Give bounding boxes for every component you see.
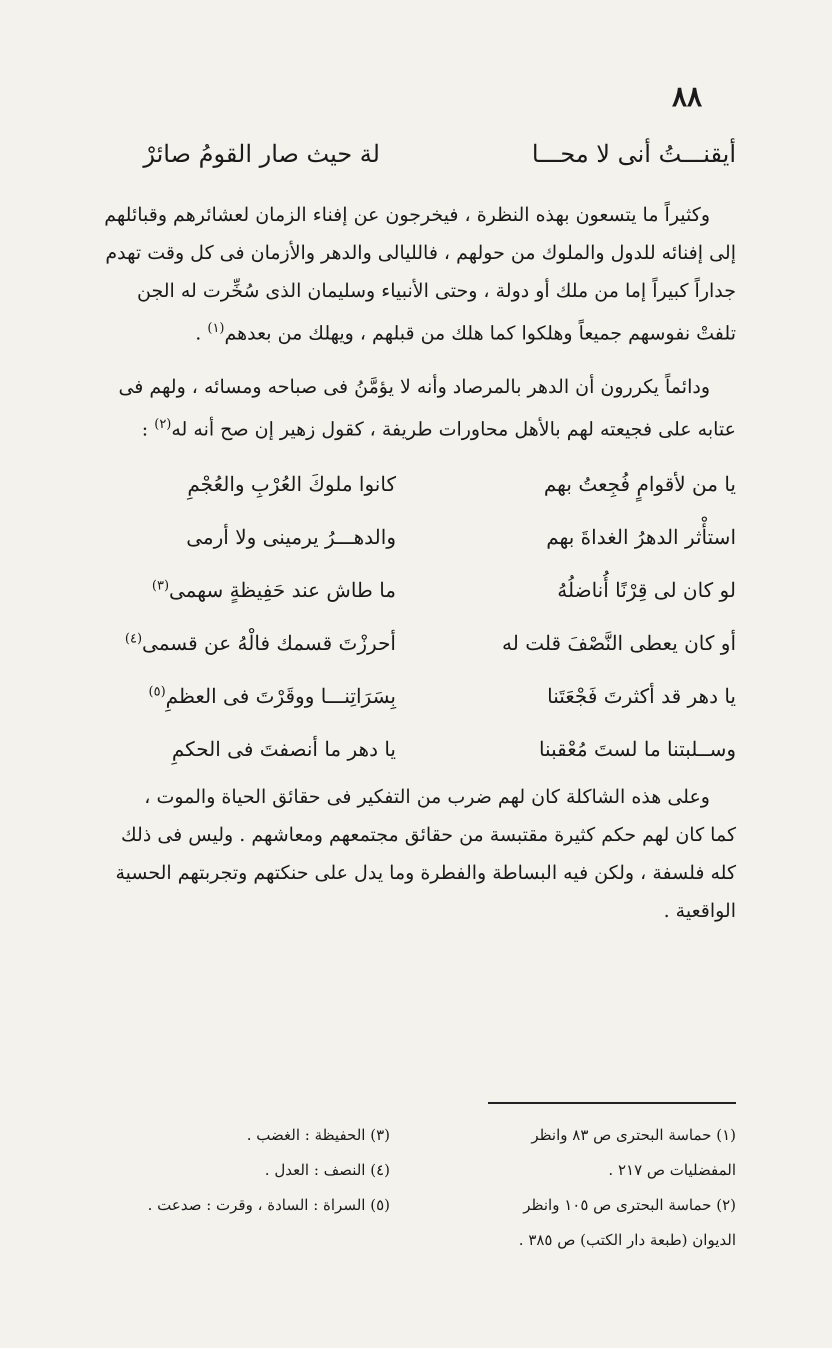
footnotes-left-column xyxy=(60,1118,390,1223)
footnote-line: (٢) حماسة البحترى ص ١٠٥ وانظر xyxy=(523,1196,736,1214)
poem-second-hemistich: والدهـــرُ يرمينى ولا أرمى xyxy=(186,525,396,549)
poem-first-hemistich: وســلبتنا ما لستَ مُعْقبنا xyxy=(538,737,736,761)
paragraph-1-line: إلى إفنائه للدول والملوك من حولهم ، فالليالى والدهر والأزمان فى كل وقت تهدم xyxy=(105,242,736,264)
poem-first-hemistich: لو كان لى قِرْنًا أُناضلُهُ xyxy=(557,578,736,602)
paragraph-3-line: الواقعية . xyxy=(663,900,736,922)
paragraph-1-line: جداراً كبيراً إما من ملك أو دولة ، وحتى الأنبياء وسليمان الذى سُخِّرت له الجن xyxy=(136,280,736,302)
footnotes-right-column xyxy=(420,1118,736,1258)
poem-verse xyxy=(60,674,736,727)
paragraph-3-line: وعلى هذه الشاكلة كان لهم ضرب من التفكير فى حقائق الحياة والموت ، xyxy=(144,786,710,808)
paragraph-3-line: كله فلسفة ، ولكن فيه البساطة والفطرة وما يدل على حنكتهم وتجربتهم الحسية xyxy=(115,862,736,884)
poem xyxy=(60,462,736,780)
poem-verse xyxy=(60,462,736,515)
poem-second-hemistich xyxy=(149,684,396,708)
sentence-end: . xyxy=(195,322,208,345)
footnote-ref-3: (٣) xyxy=(151,578,170,594)
footnote-line: (٥) السراة : السادة ، وقرت : صدعت . xyxy=(147,1196,390,1214)
paragraph-3 xyxy=(60,778,736,930)
paragraph-2-line: ودائماً يكررون أن الدهر بالمرصاد وأنه لا يؤمَّنُ فى صباحه ومسائه ، ولهم فى xyxy=(118,376,710,398)
paragraph-2 xyxy=(60,368,736,448)
poem-second-hemistich xyxy=(125,631,396,655)
colon: : xyxy=(141,418,155,441)
poem-second-hemistich xyxy=(152,578,396,602)
poem-first-hemistich: أو كان يعطى النَّصْفَ قلت له xyxy=(502,631,736,655)
hemistich-text: بِسَرَاتِنـــا ووقَرْتَ فى العظمِ xyxy=(165,684,396,708)
paragraph-1 xyxy=(60,196,736,352)
opening-verse xyxy=(60,140,736,180)
page-number: ٨٨ xyxy=(672,80,703,113)
poem-second-hemistich: يا دهر ما أنصفتَ فى الحكمِ xyxy=(171,737,396,761)
footnote-divider xyxy=(488,1102,736,1104)
paragraph-1-line: تلفتْ نفوسهم جميعاً وهلكوا كما هلك من قبلهم ، ويهلك من بعدهم xyxy=(224,322,736,345)
footnote-ref-2: (٢) xyxy=(154,417,172,432)
footnote-line: المفضليات ص ٢١٧ . xyxy=(608,1161,736,1179)
opening-verse-second-half: لة حيث صار القومُ صائرْ xyxy=(143,140,380,168)
hemistich-text: أحرزْتَ قسمك فالْهُ عن قسمى xyxy=(142,631,396,655)
poem-first-hemistich: يا دهر قد أكثرتَ فَجْعَتَنا xyxy=(547,684,736,708)
paragraph-1-line: وكثيراً ما يتسعون بهذه النظرة ، فيخرجون عن إفناء الزمان لعشائرهم وقبائلهم xyxy=(104,204,710,226)
poem-verse xyxy=(60,568,736,621)
hemistich-text: ما طاش عند حَفِيظةٍ سهمى xyxy=(169,578,396,602)
footnote-ref-5: (٥) xyxy=(148,684,166,700)
footnote-line: (٣) الحفيظة : الغضب . xyxy=(246,1126,390,1144)
footnote-line: (١) حماسة البحترى ص ٨٣ وانظر xyxy=(531,1126,736,1144)
paragraph-2-line: عتابه على فجيعته لهم بالأهل محاورات طريفة ، كقول زهير إن صح أنه له xyxy=(171,418,736,441)
poem-first-hemistich: يا من لأقوامٍ فُجِعتُ بهم xyxy=(543,472,736,496)
footnote-ref-1: (١) xyxy=(207,321,225,336)
poem-verse xyxy=(60,621,736,674)
poem-first-hemistich: استأْثر الدهرُ الغداةَ بهم xyxy=(546,525,736,549)
poem-second-hemistich: كانوا ملوكَ العُرْبِ والعُجْمِ xyxy=(187,472,396,496)
footnote-line: الديوان (طبعة دار الكتب) ص ٣٨٥ . xyxy=(518,1231,736,1249)
paragraph-3-line: كما كان لهم حكم كثيرة مقتبسة من حقائق مجتمعهم ومعاشهم . وليس فى ذلك xyxy=(121,824,736,846)
opening-verse-first-half: أيقنـــتُ أنى لا محـــا xyxy=(531,140,736,168)
poem-verse xyxy=(60,727,736,780)
poem-verse xyxy=(60,515,736,568)
footnote-ref-4: (٤) xyxy=(124,631,143,647)
footnote-line: (٤) النصف : العدل . xyxy=(264,1161,390,1179)
